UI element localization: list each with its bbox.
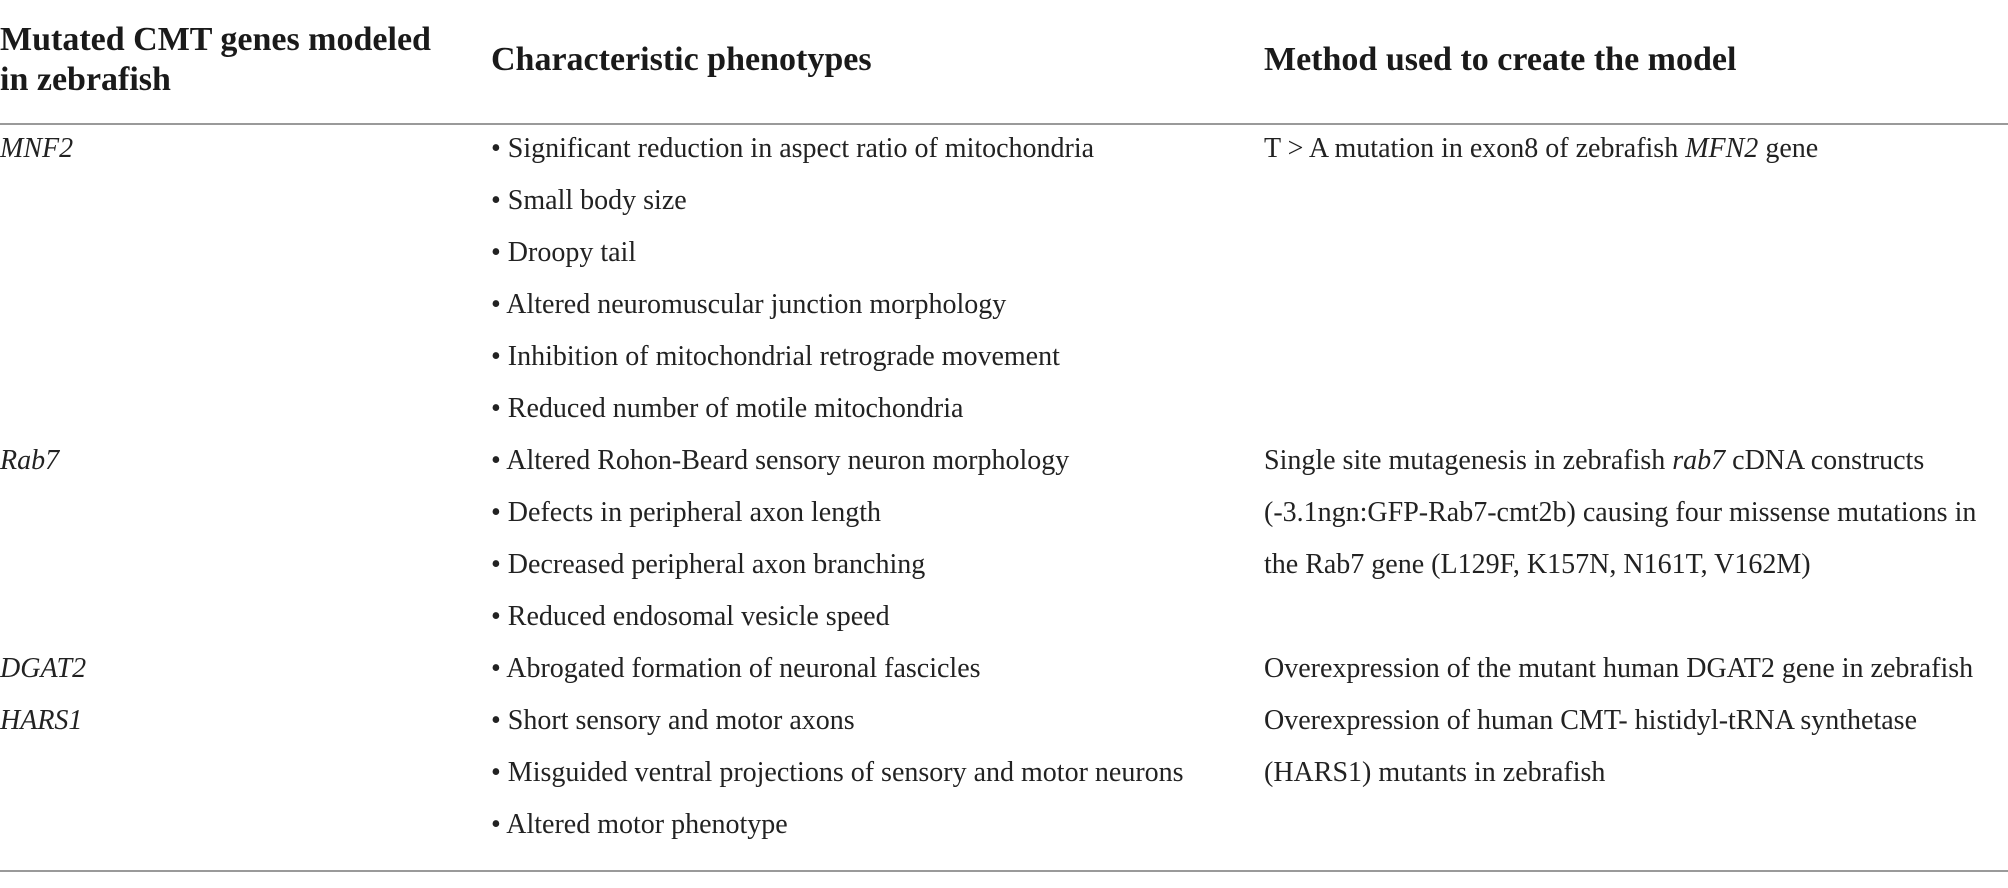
header-gene xyxy=(0,20,431,100)
header-phenotypes: Characteristic phenotypes xyxy=(491,41,872,78)
phenotype-item: • Reduced endosomal vesicle speed xyxy=(491,601,890,632)
method-text: Single site mutagenesis in zebrafish xyxy=(1264,445,1673,476)
phenotype-list-dgat2 xyxy=(491,643,981,695)
phenotype-item: • Droopy tail xyxy=(491,237,637,268)
phenotype-item: • Abrogated formation of neuronal fascicles xyxy=(491,653,981,684)
phenotype-item: • Altered motor phenotype xyxy=(491,809,788,840)
phenotype-list-rab7 xyxy=(491,435,1069,643)
phenotype-item: • Small body size xyxy=(491,185,687,216)
phenotype-item: • Misguided ventral projections of sensory and motor neurons xyxy=(491,757,1184,788)
header-method: Method used to create the model xyxy=(1264,41,1737,78)
gene-cell-mnf2: MNF2 xyxy=(0,133,74,164)
method-cell-rab7 xyxy=(1264,435,2008,591)
phenotype-item: • Defects in peripheral axon length xyxy=(491,497,881,528)
method-cell-hars1 xyxy=(1264,695,2008,799)
method-line xyxy=(1264,123,2008,175)
phenotype-item: • Short sensory and motor axons xyxy=(491,705,855,736)
phenotype-item: • Decreased peripheral axon branching xyxy=(491,549,926,580)
gene-cell-hars1: HARS1 xyxy=(0,705,83,736)
method-line: Overexpression of human CMT- histidyl-tRNA synthetase xyxy=(1264,705,1918,736)
phenotype-list-hars1 xyxy=(491,695,1184,851)
method-line: Overexpression of the mutant human DGAT2 gene in zebrafish xyxy=(1264,653,1974,684)
phenotype-item: • Significant reduction in aspect ratio of mitochondria xyxy=(491,133,1095,164)
header-gene-line-2: in zebrafish xyxy=(0,61,171,98)
phenotype-item: • Altered neuromuscular junction morphology xyxy=(491,289,1007,320)
method-text: cDNA constructs xyxy=(1725,445,1925,476)
phenotype-list-mnf2 xyxy=(491,123,1094,435)
phenotype-item: • Reduced number of motile mitochondria xyxy=(491,393,964,424)
bottom-rule xyxy=(0,870,2008,872)
method-line: (-3.1ngn:GFP-Rab7-cmt2b) causing four missense mutations in xyxy=(1264,497,1977,528)
method-line: (HARS1) mutants in zebrafish xyxy=(1264,757,1606,788)
method-cell-dgat2 xyxy=(1264,643,2008,695)
method-gene-italic: rab7 xyxy=(1672,445,1726,476)
header-gene-line-1: Mutated CMT genes modeled xyxy=(0,21,431,58)
phenotype-item: • Altered Rohon-Beard sensory neuron morphology xyxy=(491,445,1070,476)
method-line: the Rab7 gene (L129F, K157N, N161T, V162M) xyxy=(1264,549,1811,580)
method-gene-italic: MFN2 xyxy=(1685,133,1759,164)
method-line xyxy=(1264,435,2008,487)
method-cell-mnf2 xyxy=(1264,123,2008,175)
gene-cell-dgat2: DGAT2 xyxy=(0,653,87,684)
phenotype-item: • Inhibition of mitochondrial retrograde movement xyxy=(491,341,1060,372)
gene-cell-rab7: Rab7 xyxy=(0,445,60,476)
method-text: T > A mutation in exon8 of zebrafish xyxy=(1264,133,1686,164)
method-text: gene xyxy=(1758,133,1819,164)
